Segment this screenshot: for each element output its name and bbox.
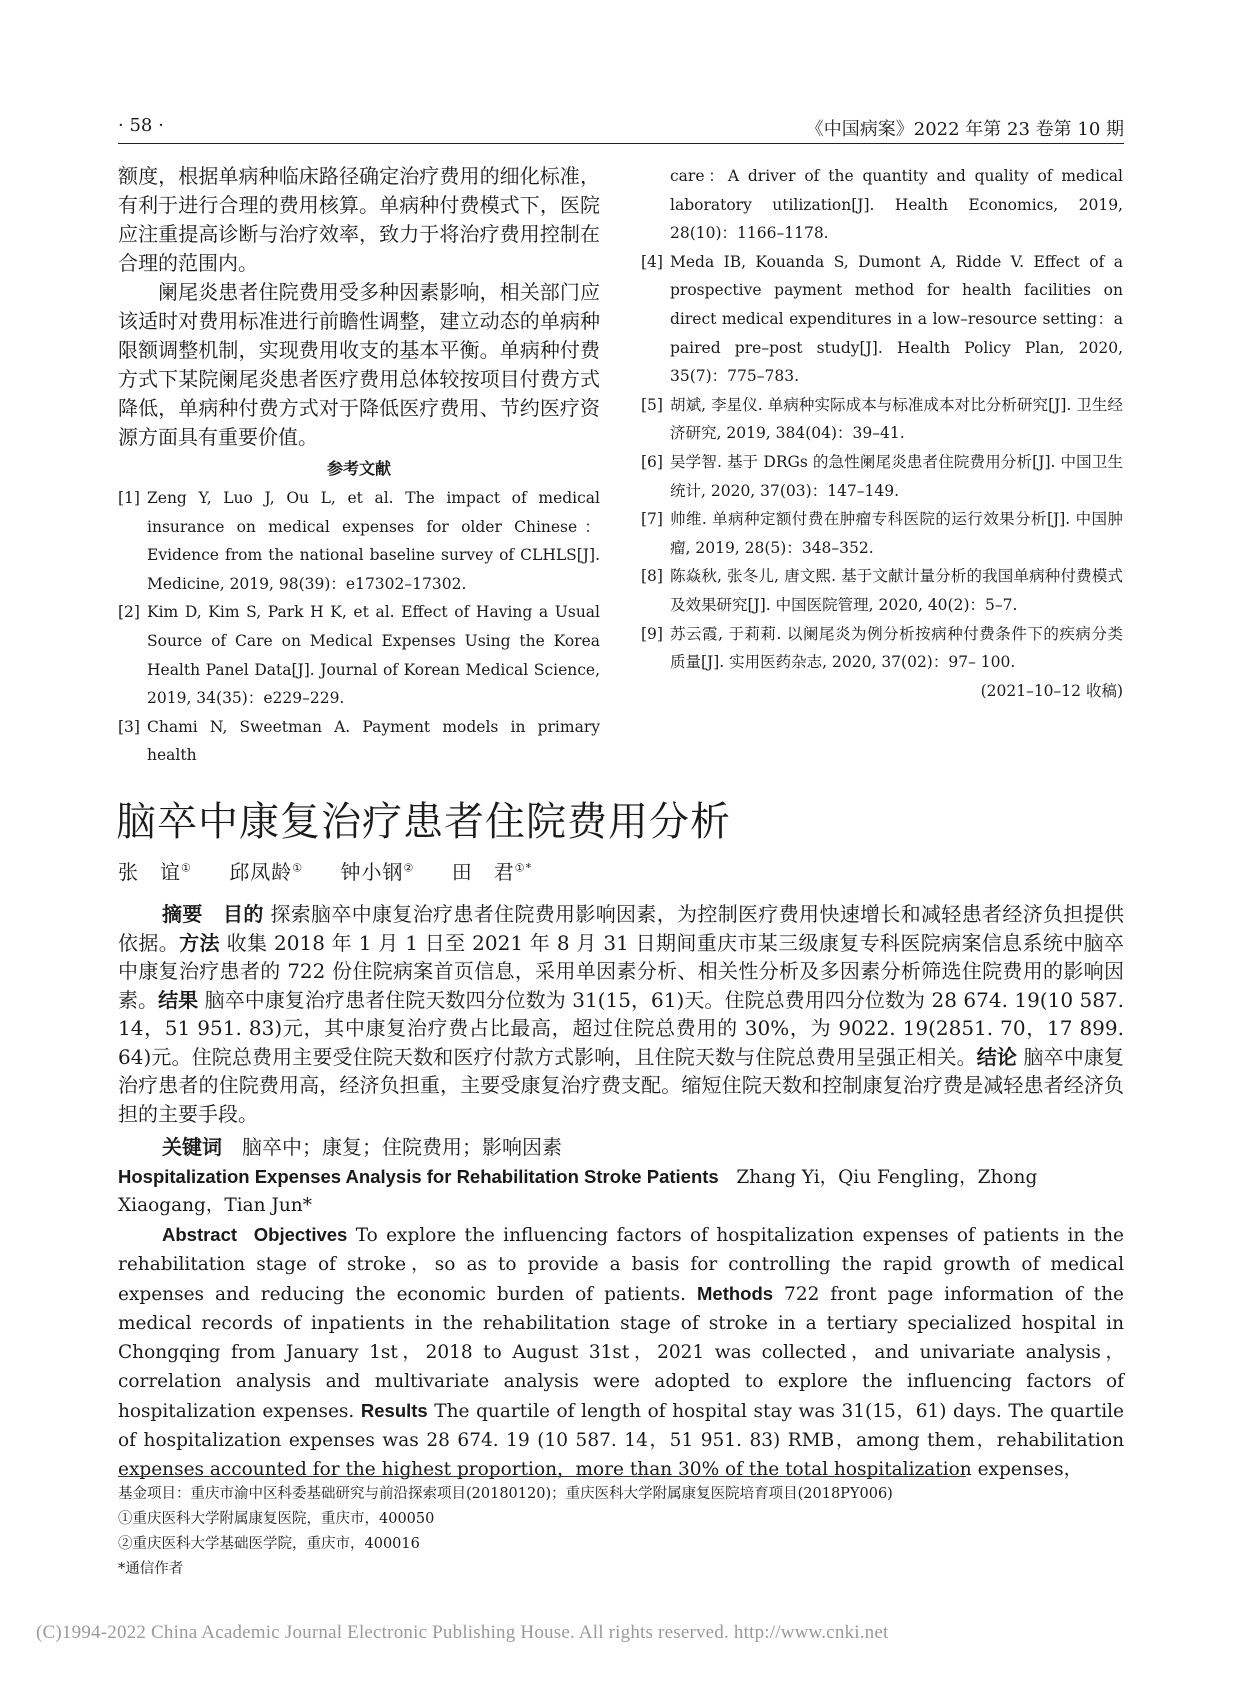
left-column (118, 162, 600, 770)
reference-item: [4] Meda IB, Kouanda S, Dumont A, Ridde V. Effect of a prospective payment method for health facilities on direct medical expenditures in a low–resource setting：a paired pre–post study[J]. Health Policy Plan, 2020, 35(7)：775–783. (641, 252, 1123, 386)
keywords: 关键词 脑卒中；康复；住院费用；影响因素 (162, 1135, 562, 1159)
abstract-english: Abstract Objectives To explore the influencing factors of hospitalization expenses of patients in the rehabilitation stage of stroke，so as to provide a basis for controlling the rapid growth of medical expenses and reducing the economic burden of patients. Methods 722 front page information of the medical records of inpatients in the rehabilitation stage of stroke in a tertiary specialized hospital in Chongqing from January 1st，2018 to August 31st，2021 was collected，and univariate analysis，correlation analysis and multivariate analysis were adopted to explore the influencing factors of hospitalization expenses. Results The quartile of length of hospital stay was 31(15，61) days. The quartile of hospitalization expenses was 28 674. 19 (10 587. 14，51 951. 83) RMB，among them，rehabilitation expenses accounted for the highest proportion，more than 30% of the total hospitalization expenses， (118, 1224, 1124, 1480)
footnotes (118, 1482, 893, 1582)
prev-paragraph-1: 额度，根据单病种临床路径确定治疗费用的细化标准，有利于进行合理的费用核算。单病种付费模式下，医院应注重提高诊断与治疗效率，致力于将治疗费用控制在合理的范围内。 (118, 164, 600, 275)
reference-item: [6] 吴学智. 基于 DRGs 的急性阑尾炎患者住院费用分析[J]. 中国卫生统计, 2020, 37(03)：147–149. (641, 452, 1123, 500)
author: 张 谊① (118, 860, 192, 884)
reference-item: [9] 苏云霞, 于莉莉. 以阑尾炎为例分析按病种付费条件下的疾病分类质量[J]. 实用医药杂志, 2020, 37(02)：97– 100. (641, 624, 1123, 672)
english-title-line: Hospitalization Expenses Analysis for Rehabilitation Stroke Patients Zhang Yi，Qiu Fengling，Zhong Xiaogang，Tian Jun* (118, 1166, 1038, 1216)
references-list-left (118, 484, 600, 770)
author: 邱凤龄① (229, 860, 304, 884)
reference-item: [5] 胡斌, 李星仪. 单病种实际成本与标准成本对比分析研究[J]. 卫生经济研究, 2019, 384(04)：39–41. (641, 395, 1123, 443)
article-title: 脑卒中康复治疗患者住院费用分析 (116, 799, 731, 845)
reference-item: [7] 帅维. 单病种定额付费在肿瘤专科医院的运行效果分析[J]. 中国肿瘤, 2019, 28(5)：348–352. (641, 510, 1123, 557)
received-date: (2021–10–12 收稿) (980, 681, 1123, 700)
footnote-funding: 基金项目：重庆市渝中区科委基础研究与前沿探索项目(20180120)；重庆医科大学附属康复医院培育项目(2018PY006) (118, 1486, 893, 1502)
prev-paragraph-2: 阑尾炎患者住院费用受多种因素影响，相关部门应该适时对费用标准进行前瞻性调整，建立动态的单病种限额调整机制，实现费用收支的基本平衡。单病种付费方式下某院阑尾炎患者医疗费用总体较按项目付费方式降低，单病种付费方式对于降低医疗费用、节约医疗资源方面具有重要价值。 (118, 280, 600, 449)
footnote-corresponding: *通信作者 (118, 1561, 184, 1577)
right-column (641, 162, 1123, 705)
footnote-rule (118, 1476, 966, 1477)
journal-issue: 《中国病案》2022 年第 23 卷第 10 期 (805, 119, 1124, 140)
footnote-affiliation-2: ②重庆医科大学基础医学院，重庆市，400016 (118, 1536, 420, 1552)
author: 田 君①* (451, 860, 533, 884)
abstract-chinese: 摘要 目的 探索脑卒中康复治疗患者住院费用影响因素，为控制医疗费用快速增长和减轻患者经济负担提供依据。方法 收集 2018 年 1 月 1 日至 2021 年 8 月 31 日期间重庆市某三级康复专科医院病案信息系统中脑卒中康复治疗患者的 722 份住院病案首页信息，采用单因素分析、相关性分析及多因素分析筛选住院费用的影响因素。结果 脑卒中康复治疗患者住院天数四分位数为 31(15，61)天。住院总费用四分位数为 28 674. 19(10 587. 14，51 951. 83)元，其中康复治疗费占比最高，超过住院总费用的 30%，为 9022. 19(2851. 70，17 899. 64)元。住院总费用主要受住院天数和医疗付款方式影响，且住院天数与住院总费用呈强正相关。结论 脑卒中康复治疗患者的住院费用高，经济负担重，主要受康复治疗费支配。缩短住院天数和控制康复治疗费是减轻患者经济负担的主要手段。 (118, 902, 1125, 1126)
copyright-watermark: (C)1994-2022 China Academic Journal Electronic Publishing House. All rights reserved. http://www.cnki.net (36, 1622, 889, 1643)
footnote-affiliation-1: ①重庆医科大学附属康复医院，重庆市，400050 (118, 1511, 435, 1527)
header-rule (118, 143, 1124, 144)
reference-item: [3] Chami N, Sweetman A. Payment models in primary health (118, 717, 600, 765)
reference-item: [2] Kim D, Kim S, Park H K, et al. Effect of Having a Usual Source of Care on Medical Expenses Using the Korea Health Panel Data[J]. Journal of Korean Medical Science, 2019, 34(35)：e229–229. (118, 603, 600, 708)
reference-item: [1] Zeng Y, Luo J, Ou L, et al. The impact of medical insurance on medical expenses for older Chinese：Evidence from the national baseline survey of CLHLS[J]. Medicine, 2019, 98(39)：e17302–17302. (118, 489, 600, 593)
page-number: · 58 · (118, 115, 164, 136)
author-list (118, 856, 562, 885)
references-heading: 参考文献 (326, 459, 391, 478)
references-list-right (641, 162, 1123, 677)
reference-item: [8] 陈焱秋, 张冬儿, 唐文熙. 基于文献计量分析的我国单病种付费模式及效果研究[J]. 中国医院管理, 2020, 40(2)：5–7. (641, 567, 1123, 614)
author: 钟小钢② (340, 860, 415, 884)
reference-item-continued: care：A driver of the quantity and quality of medical laboratory utilization[J]. Health Economics, 2019, 28(10)：1166–1178. (670, 167, 1123, 243)
